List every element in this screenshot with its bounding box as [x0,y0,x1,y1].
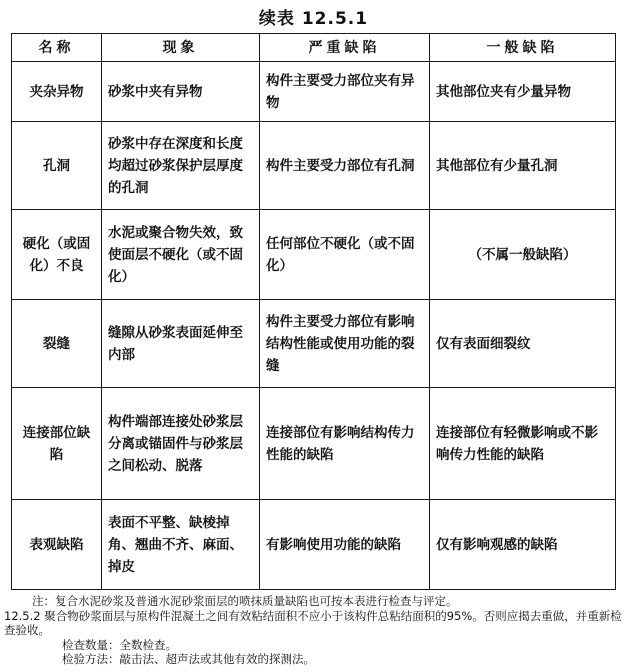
cell-severe: 任何部位不硬化（或不固化） [260,210,430,300]
cell-name: 裂缝 [12,300,102,388]
table-title: 续表 12.5.1 [258,9,369,29]
cell-general: 连接部位有轻微影响或不影响传力性能的缺陷 [430,388,616,500]
header-severe: 严重缺陷 [260,34,430,62]
cell-general: （不属一般缺陷） [430,210,616,300]
table-row [12,210,616,300]
cell-phenomenon: 砂浆中存在深度和长度均超过砂浆保护层厚度的孔洞 [102,122,260,210]
notes-section [4,594,622,667]
cell-general: 其他部位有少量孔洞 [430,122,616,210]
cell-general: 仅有影响观感的缺陷 [430,500,616,590]
cell-severe: 连接部位有影响结构传力性能的缺陷 [260,388,430,500]
cell-name: 孔洞 [12,122,102,210]
table-row [12,388,616,500]
table-note: 注：复合水泥砂浆及普通水泥砂浆面层的喷抹质量缺陷也可按本表进行检查与评定。 [32,594,458,608]
cell-phenomenon: 砂浆中夹有异物 [102,62,260,122]
cell-general: 仅有表面细裂纹 [430,300,616,388]
clause-12-5-2: 12.5.2 聚合物砂浆面层与原构件混凝土之间有效粘结面积不应小于该构件总粘结面积的95%。否则应揭去重做，并重新检查验收。 [4,608,622,637]
cell-name: 表观缺陷 [12,500,102,590]
header-phenomenon: 现象 [102,34,260,62]
header-name: 名称 [12,34,102,62]
cell-severe: 构件主要受力部位夹有异物 [260,62,430,122]
inspection-quantity: 检查数量：全数检查。 [62,637,177,652]
cell-phenomenon: 缝隙从砂浆表面延伸至内部 [102,300,260,388]
cell-name: 硬化（或固化）不良 [12,210,102,300]
table-row [12,62,616,122]
header-general: 一般缺陷 [430,34,616,62]
table-header-row [12,34,616,62]
cell-severe: 有影响使用功能的缺陷 [260,500,430,590]
cell-name: 连接部位缺陷 [12,388,102,500]
table-row [12,300,616,388]
cell-phenomenon: 构件端部连接处砂浆层分离或锚固件与砂浆层之间松动、脱落 [102,388,260,500]
table-row [12,122,616,210]
cell-phenomenon: 表面不平整、缺棱掉角、翘曲不齐、麻面、掉皮 [102,500,260,590]
cell-name: 夹杂异物 [12,62,102,122]
cell-general: 其他部位夹有少量异物 [430,62,616,122]
cell-severe: 构件主要受力部位有孔洞 [260,122,430,210]
table-row [12,500,616,590]
defect-table [11,33,616,590]
cell-phenomenon: 水泥或聚合物失效，致使面层不硬化（或不固化） [102,210,260,300]
inspection-method: 检验方法：敲击法、超声法或其他有效的探测法。 [62,652,315,666]
cell-severe: 构件主要受力部位有影响结构性能或使用功能的裂缝 [260,300,430,388]
